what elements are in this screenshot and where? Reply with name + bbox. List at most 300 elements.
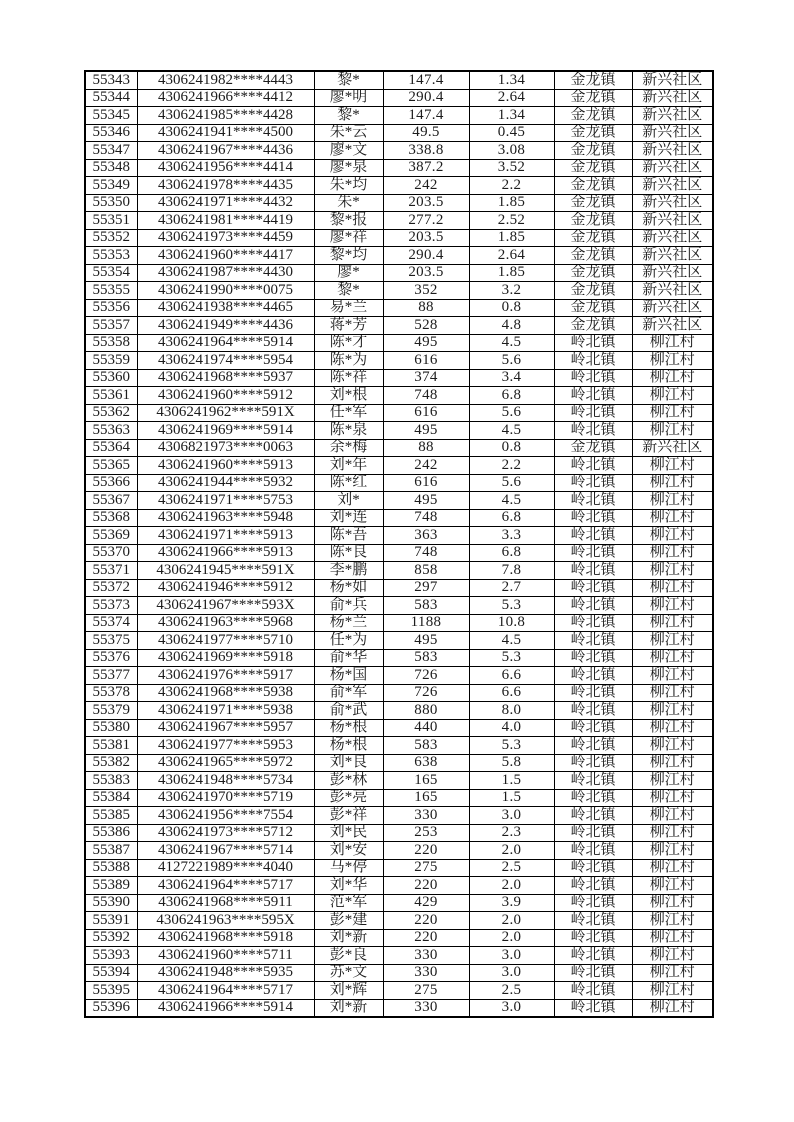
table-cell: 4306241965****5972 — [137, 754, 314, 772]
table-cell: 4306241941****4500 — [137, 124, 314, 142]
table-cell: 55365 — [85, 457, 137, 475]
table-cell: 55352 — [85, 229, 137, 247]
table-cell: 刘* — [314, 492, 383, 510]
table-row — [85, 859, 713, 877]
table-cell: 5.6 — [469, 404, 554, 422]
table-cell: 2.2 — [469, 457, 554, 475]
table-cell: 352 — [383, 282, 469, 300]
table-row — [85, 299, 713, 317]
table-cell: 金龙镇 — [554, 247, 632, 265]
table-cell: 4306241956****4414 — [137, 159, 314, 177]
table-row — [85, 964, 713, 982]
table-cell: 55353 — [85, 247, 137, 265]
table-cell: 杨*根 — [314, 737, 383, 755]
table-cell: 1.5 — [469, 772, 554, 790]
table-cell: 4306241960****5912 — [137, 387, 314, 405]
table-cell: 2.52 — [469, 212, 554, 230]
table-cell: 俞*武 — [314, 702, 383, 720]
table-cell: 2.2 — [469, 177, 554, 195]
table-cell: 柳江村 — [632, 702, 713, 720]
table-cell: 6.8 — [469, 387, 554, 405]
table-cell: 岭北镇 — [554, 824, 632, 842]
table-cell: 陈*泉 — [314, 422, 383, 440]
table-cell: 242 — [383, 177, 469, 195]
table-cell: 55349 — [85, 177, 137, 195]
table-cell: 3.0 — [469, 999, 554, 1017]
table-cell: 858 — [383, 562, 469, 580]
table-row — [85, 492, 713, 510]
table-cell: 8.0 — [469, 702, 554, 720]
table-cell: 金龙镇 — [554, 107, 632, 125]
table-cell: 刘*根 — [314, 387, 383, 405]
table-cell: 4.0 — [469, 719, 554, 737]
table-cell: 岭北镇 — [554, 597, 632, 615]
table-cell: 4306241971****5913 — [137, 527, 314, 545]
table-cell: 55388 — [85, 859, 137, 877]
table-cell: 55394 — [85, 964, 137, 982]
table-cell: 338.8 — [383, 142, 469, 160]
table-cell: 49.5 — [383, 124, 469, 142]
table-row — [85, 352, 713, 370]
table-cell: 岭北镇 — [554, 947, 632, 965]
table-cell: 彭*亮 — [314, 789, 383, 807]
table-cell: 4306241970****5719 — [137, 789, 314, 807]
table-cell: 0.45 — [469, 124, 554, 142]
table-row — [85, 929, 713, 947]
table-row — [85, 684, 713, 702]
table-cell: 277.2 — [383, 212, 469, 230]
table-cell: 彭*林 — [314, 772, 383, 790]
table-cell: 55375 — [85, 632, 137, 650]
table-cell: 岭北镇 — [554, 842, 632, 860]
table-body — [85, 71, 713, 1017]
table-cell: 55378 — [85, 684, 137, 702]
table-cell: 4306241971****4432 — [137, 194, 314, 212]
table-cell: 55364 — [85, 439, 137, 457]
table-cell: 2.0 — [469, 929, 554, 947]
table-cell: 新兴社区 — [632, 159, 713, 177]
table-cell: 黎*均 — [314, 247, 383, 265]
table-row — [85, 737, 713, 755]
table-cell: 4.5 — [469, 334, 554, 352]
table-cell: 4306241969****5914 — [137, 422, 314, 440]
table-cell: 4306241964****5717 — [137, 982, 314, 1000]
table-row — [85, 789, 713, 807]
table-row — [85, 947, 713, 965]
table-row — [85, 632, 713, 650]
table-cell: 55359 — [85, 352, 137, 370]
table-cell: 3.4 — [469, 369, 554, 387]
table-row — [85, 387, 713, 405]
table-cell: 4306241969****5918 — [137, 649, 314, 667]
table-cell: 242 — [383, 457, 469, 475]
table-cell: 1.85 — [469, 194, 554, 212]
table-cell: 3.0 — [469, 947, 554, 965]
table-cell: 1.85 — [469, 229, 554, 247]
table-cell: 748 — [383, 544, 469, 562]
table-cell: 748 — [383, 387, 469, 405]
table-cell: 岭北镇 — [554, 667, 632, 685]
table-cell: 5.6 — [469, 352, 554, 370]
table-cell: 4306241948****5935 — [137, 964, 314, 982]
table-row — [85, 422, 713, 440]
table-cell: 柳江村 — [632, 894, 713, 912]
table-row — [85, 719, 713, 737]
table-cell: 330 — [383, 964, 469, 982]
table-row — [85, 527, 713, 545]
table-cell: 岭北镇 — [554, 894, 632, 912]
table-row — [85, 404, 713, 422]
table-cell: 易*兰 — [314, 299, 383, 317]
table-cell: 柳江村 — [632, 684, 713, 702]
table-cell: 柳江村 — [632, 999, 713, 1017]
table-cell: 柳江村 — [632, 509, 713, 527]
table-cell: 55348 — [85, 159, 137, 177]
table-row — [85, 877, 713, 895]
table-cell: 新兴社区 — [632, 71, 713, 89]
table-cell: 4306241968****5938 — [137, 684, 314, 702]
table-cell: 新兴社区 — [632, 177, 713, 195]
table-cell: 岭北镇 — [554, 632, 632, 650]
table-row — [85, 124, 713, 142]
table-cell: 55373 — [85, 597, 137, 615]
table-cell: 黎* — [314, 282, 383, 300]
table-cell: 柳江村 — [632, 562, 713, 580]
table-cell: 330 — [383, 947, 469, 965]
table-cell: 4306241973****5712 — [137, 824, 314, 842]
table-cell: 柳江村 — [632, 352, 713, 370]
table-cell: 2.64 — [469, 89, 554, 107]
table-cell: 金龙镇 — [554, 282, 632, 300]
table-cell: 55381 — [85, 737, 137, 755]
table-cell: 4306241967****5714 — [137, 842, 314, 860]
table-row — [85, 334, 713, 352]
table-cell: 柳江村 — [632, 404, 713, 422]
table-cell: 2.0 — [469, 912, 554, 930]
table-row — [85, 544, 713, 562]
table-cell: 刘*辉 — [314, 982, 383, 1000]
table-row — [85, 159, 713, 177]
table-cell: 新兴社区 — [632, 282, 713, 300]
table-cell: 新兴社区 — [632, 229, 713, 247]
table-cell: 3.0 — [469, 964, 554, 982]
table-cell: 李*鹏 — [314, 562, 383, 580]
table-cell: 55389 — [85, 877, 137, 895]
table-cell: 495 — [383, 632, 469, 650]
table-cell: 柳江村 — [632, 842, 713, 860]
table-cell: 新兴社区 — [632, 439, 713, 457]
table-container — [84, 70, 714, 1018]
table-cell: 柳江村 — [632, 457, 713, 475]
table-cell: 3.2 — [469, 282, 554, 300]
table-cell: 220 — [383, 929, 469, 947]
table-cell: 刘*良 — [314, 754, 383, 772]
table-cell: 4306241944****5932 — [137, 474, 314, 492]
table-row — [85, 649, 713, 667]
table-cell: 203.5 — [383, 194, 469, 212]
table-cell: 55387 — [85, 842, 137, 860]
table-cell: 55343 — [85, 71, 137, 89]
table-cell: 金龙镇 — [554, 229, 632, 247]
table-cell: 5.3 — [469, 597, 554, 615]
table-cell: 4306241971****5938 — [137, 702, 314, 720]
table-cell: 4.5 — [469, 632, 554, 650]
table-cell: 4306241967****593X — [137, 597, 314, 615]
table-cell: 4306821973****0063 — [137, 439, 314, 457]
table-cell: 陈*红 — [314, 474, 383, 492]
table-cell: 55351 — [85, 212, 137, 230]
table-row — [85, 282, 713, 300]
table-cell: 岭北镇 — [554, 859, 632, 877]
table-cell: 55366 — [85, 474, 137, 492]
table-cell: 6.6 — [469, 667, 554, 685]
table-cell: 55356 — [85, 299, 137, 317]
table-cell: 柳江村 — [632, 632, 713, 650]
table-cell: 4306241946****5912 — [137, 579, 314, 597]
table-row — [85, 579, 713, 597]
table-cell: 55396 — [85, 999, 137, 1017]
table-cell: 金龙镇 — [554, 89, 632, 107]
table-cell: 55358 — [85, 334, 137, 352]
table-cell: 柳江村 — [632, 912, 713, 930]
table-row — [85, 229, 713, 247]
table-cell: 金龙镇 — [554, 439, 632, 457]
table-cell: 290.4 — [383, 247, 469, 265]
table-cell: 4306241977****5953 — [137, 737, 314, 755]
table-cell: 55369 — [85, 527, 137, 545]
table-cell: 柳江村 — [632, 474, 713, 492]
table-cell: 金龙镇 — [554, 177, 632, 195]
table-cell: 岭北镇 — [554, 999, 632, 1017]
table-cell: 俞*兵 — [314, 597, 383, 615]
table-cell: 岭北镇 — [554, 334, 632, 352]
table-cell: 岭北镇 — [554, 684, 632, 702]
table-cell: 彭*祥 — [314, 807, 383, 825]
table-cell: 柳江村 — [632, 597, 713, 615]
table-cell: 杨*如 — [314, 579, 383, 597]
table-cell: 新兴社区 — [632, 124, 713, 142]
table-cell: 55347 — [85, 142, 137, 160]
table-cell: 陈*为 — [314, 352, 383, 370]
table-cell: 253 — [383, 824, 469, 842]
table-cell: 5.3 — [469, 737, 554, 755]
table-cell: 5.8 — [469, 754, 554, 772]
table-cell: 55354 — [85, 264, 137, 282]
table-cell: 刘*新 — [314, 929, 383, 947]
table-cell: 55395 — [85, 982, 137, 1000]
table-cell: 余*梅 — [314, 439, 383, 457]
table-cell: 7.8 — [469, 562, 554, 580]
table-cell: 638 — [383, 754, 469, 772]
table-cell: 新兴社区 — [632, 212, 713, 230]
table-cell: 55362 — [85, 404, 137, 422]
table-cell: 新兴社区 — [632, 247, 713, 265]
table-cell: 88 — [383, 299, 469, 317]
table-row — [85, 754, 713, 772]
table-cell: 4306241985****4428 — [137, 107, 314, 125]
table-cell: 1188 — [383, 614, 469, 632]
table-cell: 岭北镇 — [554, 474, 632, 492]
table-cell: 新兴社区 — [632, 299, 713, 317]
table-cell: 4306241938****4465 — [137, 299, 314, 317]
table-cell: 55370 — [85, 544, 137, 562]
table-cell: 柳江村 — [632, 772, 713, 790]
table-cell: 柳江村 — [632, 737, 713, 755]
table-cell: 朱*云 — [314, 124, 383, 142]
table-cell: 330 — [383, 999, 469, 1017]
table-cell: 3.0 — [469, 807, 554, 825]
table-cell: 2.0 — [469, 877, 554, 895]
table-cell: 6.8 — [469, 509, 554, 527]
table-cell: 55371 — [85, 562, 137, 580]
table-cell: 岭北镇 — [554, 387, 632, 405]
table-row — [85, 894, 713, 912]
table-row — [85, 702, 713, 720]
table-cell: 岭北镇 — [554, 877, 632, 895]
table-cell: 748 — [383, 509, 469, 527]
table-cell: 616 — [383, 352, 469, 370]
table-cell: 203.5 — [383, 229, 469, 247]
table-cell: 4.5 — [469, 492, 554, 510]
table-cell: 4306241971****5753 — [137, 492, 314, 510]
table-cell: 廖*祥 — [314, 229, 383, 247]
table-cell: 55344 — [85, 89, 137, 107]
table-cell: 4306241963****595X — [137, 912, 314, 930]
table-cell: 廖*明 — [314, 89, 383, 107]
table-cell: 55355 — [85, 282, 137, 300]
table-row — [85, 807, 713, 825]
table-cell: 马*停 — [314, 859, 383, 877]
table-cell: 4306241963****5948 — [137, 509, 314, 527]
table-cell: 616 — [383, 474, 469, 492]
table-cell: 55383 — [85, 772, 137, 790]
table-row — [85, 667, 713, 685]
table-cell: 3.3 — [469, 527, 554, 545]
table-cell: 3.9 — [469, 894, 554, 912]
table-row — [85, 71, 713, 89]
table-cell: 黎*报 — [314, 212, 383, 230]
table-cell: 任*为 — [314, 632, 383, 650]
table-cell: 1.34 — [469, 107, 554, 125]
table-row — [85, 912, 713, 930]
table-cell: 1.85 — [469, 264, 554, 282]
table-cell: 0.8 — [469, 439, 554, 457]
table-cell: 岭北镇 — [554, 352, 632, 370]
table-cell: 88 — [383, 439, 469, 457]
table-cell: 2.5 — [469, 859, 554, 877]
table-cell: 4.8 — [469, 317, 554, 335]
table-cell: 廖* — [314, 264, 383, 282]
table-cell: 4306241960****4417 — [137, 247, 314, 265]
table-cell: 岭北镇 — [554, 579, 632, 597]
table-cell: 陈*才 — [314, 334, 383, 352]
table-cell: 岭北镇 — [554, 807, 632, 825]
table-cell: 55391 — [85, 912, 137, 930]
table-cell: 55379 — [85, 702, 137, 720]
table-cell: 刘*连 — [314, 509, 383, 527]
table-cell: 岭北镇 — [554, 614, 632, 632]
table-cell: 55385 — [85, 807, 137, 825]
table-cell: 363 — [383, 527, 469, 545]
table-cell: 4306241981****4419 — [137, 212, 314, 230]
table-row — [85, 89, 713, 107]
table-cell: 俞*军 — [314, 684, 383, 702]
table-cell: 陈*良 — [314, 544, 383, 562]
table-cell: 4306241956****7554 — [137, 807, 314, 825]
table-cell: 495 — [383, 492, 469, 510]
table-cell: 岭北镇 — [554, 754, 632, 772]
table-cell: 金龙镇 — [554, 264, 632, 282]
table-cell: 4306241960****5711 — [137, 947, 314, 965]
table-cell: 2.3 — [469, 824, 554, 842]
table-cell: 金龙镇 — [554, 71, 632, 89]
table-cell: 金龙镇 — [554, 142, 632, 160]
table-cell: 4306241977****5710 — [137, 632, 314, 650]
table-cell: 苏*文 — [314, 964, 383, 982]
table-cell: 583 — [383, 649, 469, 667]
table-cell: 朱* — [314, 194, 383, 212]
table-cell: 黎* — [314, 71, 383, 89]
table-cell: 55374 — [85, 614, 137, 632]
table-cell: 4306241948****5734 — [137, 772, 314, 790]
table-cell: 黎* — [314, 107, 383, 125]
beneficiary-table — [84, 70, 714, 1018]
table-cell: 220 — [383, 912, 469, 930]
table-cell: 柳江村 — [632, 422, 713, 440]
table-cell: 55350 — [85, 194, 137, 212]
table-cell: 柳江村 — [632, 527, 713, 545]
table-cell: 杨*根 — [314, 719, 383, 737]
table-cell: 2.64 — [469, 247, 554, 265]
table-row — [85, 212, 713, 230]
table-cell: 165 — [383, 789, 469, 807]
table-cell: 4306241967****4436 — [137, 142, 314, 160]
table-cell: 岭北镇 — [554, 562, 632, 580]
table-cell: 新兴社区 — [632, 142, 713, 160]
table-cell: 220 — [383, 877, 469, 895]
table-cell: 廖*泉 — [314, 159, 383, 177]
table-cell: 1.5 — [469, 789, 554, 807]
table-cell: 4306241960****5913 — [137, 457, 314, 475]
table-cell: 147.4 — [383, 107, 469, 125]
table-cell: 4306241966****5914 — [137, 999, 314, 1017]
table-cell: 6.6 — [469, 684, 554, 702]
table-cell: 4306241973****4459 — [137, 229, 314, 247]
table-cell: 4306241963****5968 — [137, 614, 314, 632]
table-cell: 55376 — [85, 649, 137, 667]
table-cell: 55360 — [85, 369, 137, 387]
table-row — [85, 369, 713, 387]
table-cell: 柳江村 — [632, 544, 713, 562]
table-cell: 726 — [383, 684, 469, 702]
table-cell: 杨*兰 — [314, 614, 383, 632]
table-cell: 柳江村 — [632, 824, 713, 842]
table-cell: 岭北镇 — [554, 492, 632, 510]
table-cell: 275 — [383, 859, 469, 877]
table-cell: 任*军 — [314, 404, 383, 422]
table-cell: 金龙镇 — [554, 159, 632, 177]
table-cell: 岭北镇 — [554, 369, 632, 387]
table-cell: 柳江村 — [632, 877, 713, 895]
table-cell: 岭北镇 — [554, 404, 632, 422]
table-cell: 290.4 — [383, 89, 469, 107]
table-row — [85, 842, 713, 860]
table-cell: 柳江村 — [632, 929, 713, 947]
table-cell: 金龙镇 — [554, 299, 632, 317]
table-cell: 新兴社区 — [632, 107, 713, 125]
table-cell: 4306241987****4430 — [137, 264, 314, 282]
table-cell: 柳江村 — [632, 334, 713, 352]
